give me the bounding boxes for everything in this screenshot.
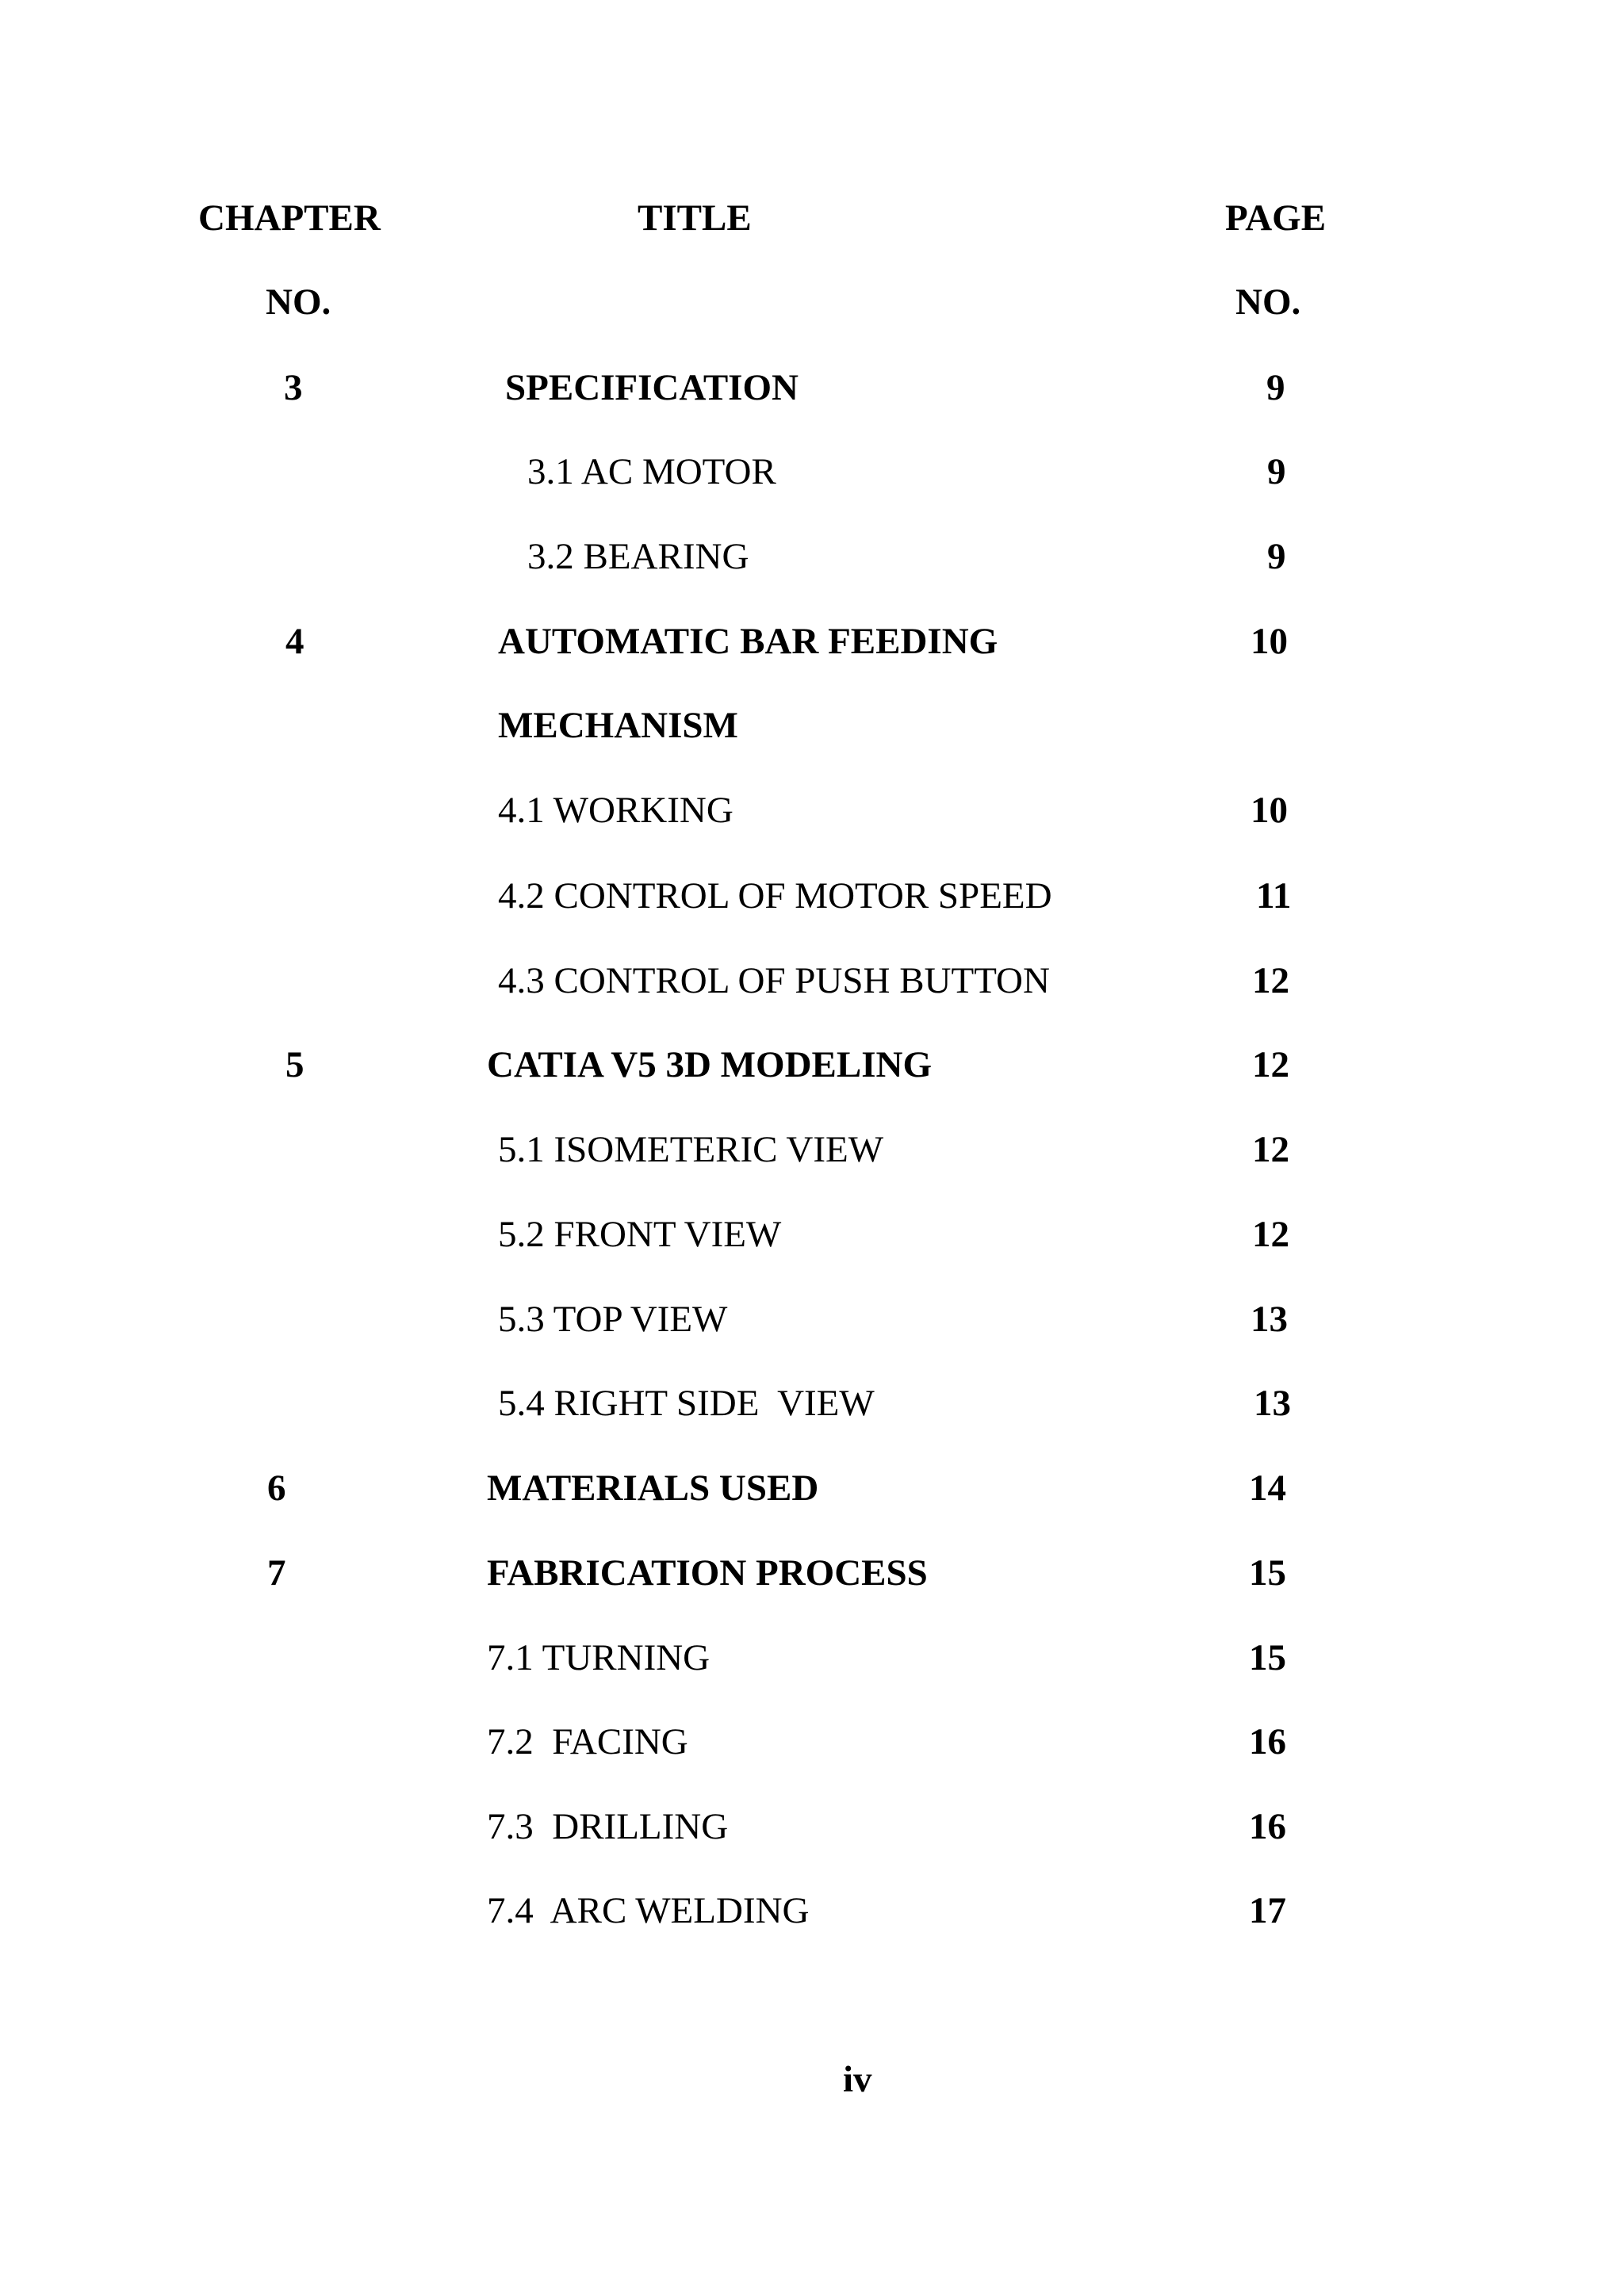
header-page-label: PAGE	[1225, 197, 1327, 239]
toc-page-number: 13	[1251, 1299, 1288, 1340]
toc-section-title: 5.1 ISOMETERIC VIEW	[498, 1129, 884, 1170]
footer-page-number: iv	[843, 2059, 872, 2100]
toc-chapter-number: 3	[284, 367, 303, 408]
toc-section-title: 5.2 FRONT VIEW	[498, 1214, 782, 1255]
toc-section-title: 7.1 TURNING	[487, 1637, 710, 1678]
toc-chapter-title: SPECIFICATION	[505, 367, 799, 408]
toc-page-number: 9	[1267, 451, 1286, 492]
toc-page-number: 16	[1249, 1806, 1286, 1847]
toc-chapter-number: 4	[285, 621, 304, 662]
toc-section-title: 4.2 CONTROL OF MOTOR SPEED	[498, 875, 1052, 916]
header-chapter-label: CHAPTER	[198, 197, 381, 239]
toc-section-title: 5.4 RIGHT SIDE VIEW	[498, 1383, 875, 1424]
header-title-label: TITLE	[638, 197, 752, 239]
toc-section-title: 7.4 ARC WELDING	[487, 1890, 810, 1931]
toc-page-number: 9	[1267, 536, 1286, 577]
toc-section-title: 4.3 CONTROL OF PUSH BUTTON	[498, 960, 1050, 1001]
toc-section-title: 3.2 BEARING	[527, 536, 749, 577]
toc-page-number: 12	[1252, 1129, 1289, 1170]
header-page-no-label: NO.	[1235, 281, 1301, 323]
toc-page-number: 12	[1252, 1044, 1289, 1085]
toc-chapter-title: MATERIALS USED	[487, 1468, 819, 1509]
toc-page-number: 12	[1252, 960, 1289, 1001]
toc-page-number: 10	[1251, 621, 1288, 662]
toc-page-number: 9	[1266, 367, 1285, 408]
header-chapter-no-label: NO.	[266, 281, 331, 323]
toc-page-number: 16	[1249, 1721, 1286, 1762]
toc-chapter-title: FABRICATION PROCESS	[487, 1552, 928, 1594]
toc-section-title: 5.3 TOP VIEW	[498, 1299, 728, 1340]
toc-chapter-number: 7	[267, 1552, 286, 1594]
toc-page-number: 13	[1254, 1383, 1291, 1424]
toc-section-title: 7.3 DRILLING	[487, 1806, 729, 1847]
toc-page-number: 15	[1249, 1637, 1286, 1678]
toc-chapter-title: CATIA V5 3D MODELING	[487, 1044, 933, 1085]
toc-page-number: 14	[1249, 1468, 1286, 1509]
toc-page-number: 12	[1252, 1214, 1289, 1255]
toc-chapter-number: 5	[285, 1044, 304, 1085]
toc-chapter-number: 6	[267, 1468, 286, 1509]
toc-page-number: 15	[1249, 1552, 1286, 1594]
toc-section-title: 3.1 AC MOTOR	[527, 451, 776, 492]
toc-page-number: 10	[1251, 790, 1288, 831]
toc-chapter-title-continued: MECHANISM	[498, 705, 738, 746]
toc-section-title: 7.2 FACING	[487, 1721, 688, 1762]
toc-page-number: 17	[1249, 1890, 1286, 1931]
toc-page-number: 11	[1256, 875, 1292, 916]
toc-chapter-title: AUTOMATIC BAR FEEDING	[498, 621, 998, 662]
toc-section-title: 4.1 WORKING	[498, 790, 733, 831]
